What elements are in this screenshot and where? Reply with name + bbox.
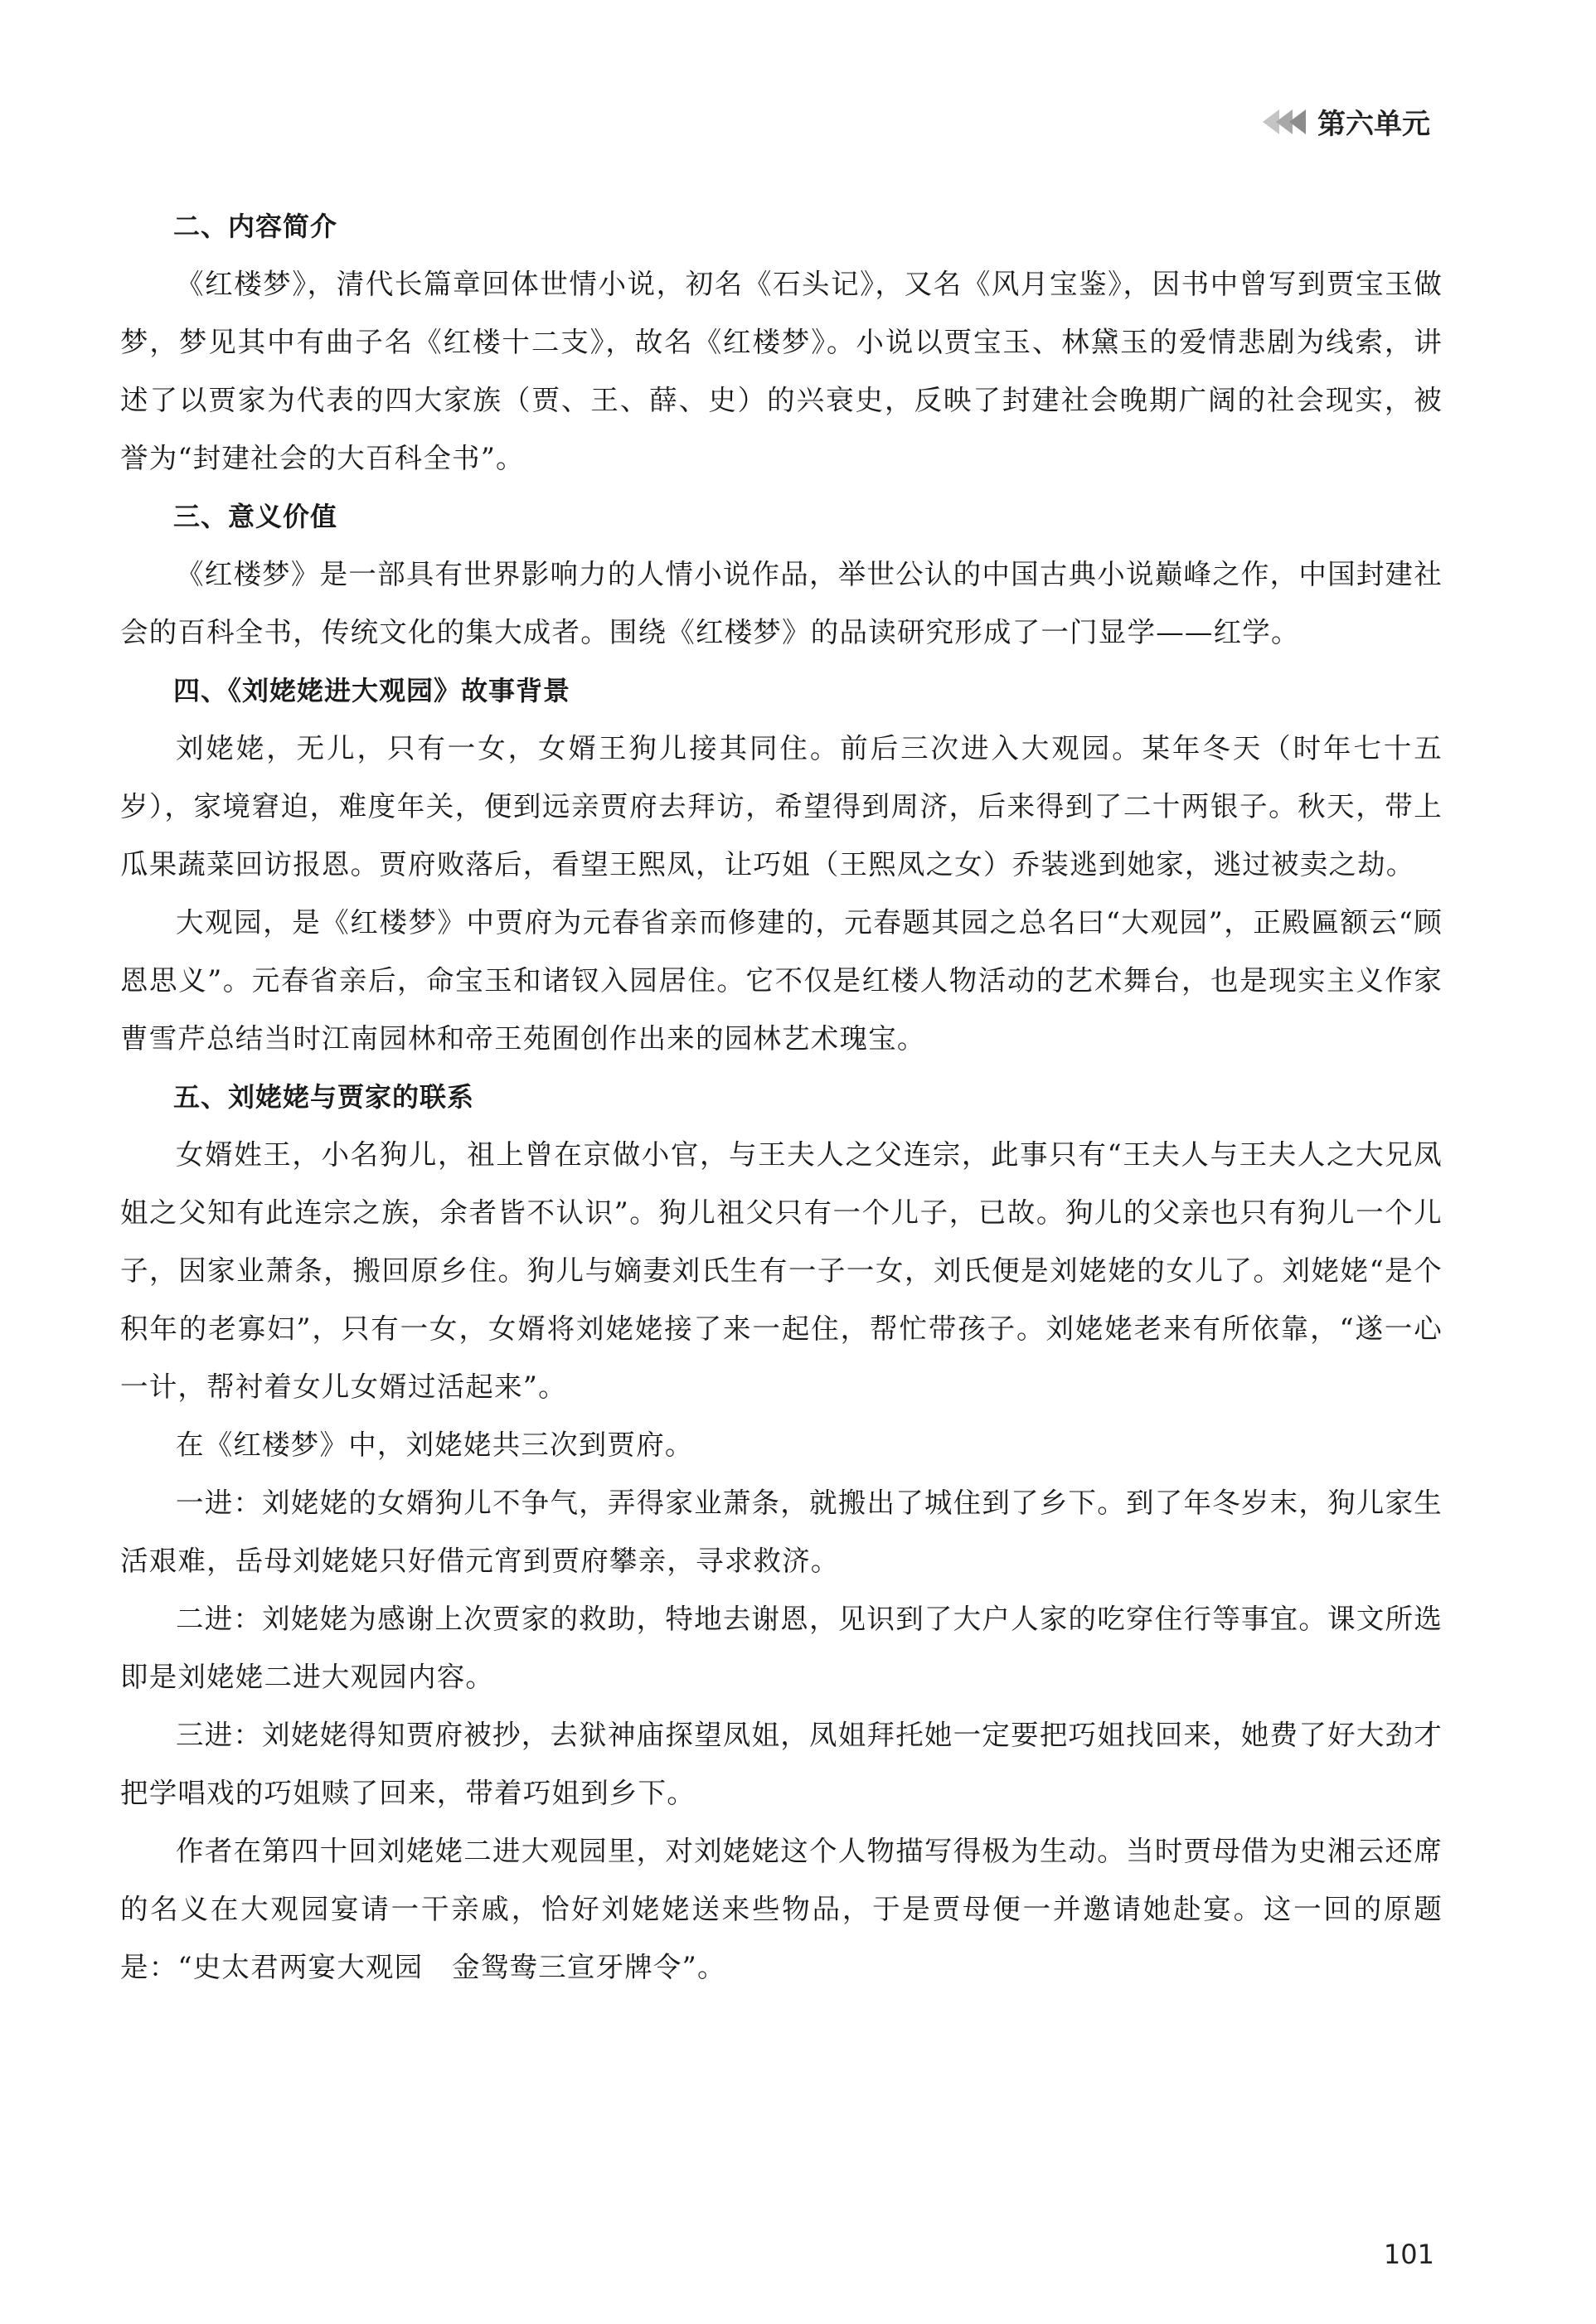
paragraph: 一进：刘姥姥的女婿狗儿不争气，弄得家业萧条，就搬出了城住到了乡下。到了年冬岁末，狗儿家生活艰难，岳母刘姥姥只好借元宵到贾府攀亲，寻求救济。 (120, 1487, 1443, 1577)
page-number: 101 (1383, 2239, 1434, 2270)
unit-title: 第六单元 (1317, 108, 1430, 141)
paragraph: 作者在第四十回刘姥姥二进大观园里，对刘姥姥这个人物描写得极为生动。当时贾母借为史湘云还席的名义在大观园宴请一干亲戚，恰好刘姥姥送来些物品，于是贾母便一并邀请她赴宴。这一回的原题是：“史太君两宴大观园 金鸳鸯三宣牙牌令”。 (120, 1835, 1443, 1983)
paragraph: 二进：刘姥姥为感谢上次贾家的救助，特地去谢恩，见识到了大户人家的吃穿住行等事宜。课文所选即是刘姥姥二进大观园内容。 (120, 1603, 1443, 1693)
unit-header (1263, 101, 1430, 142)
chevron-left-icon (1263, 109, 1303, 134)
paragraph: 刘姥姥，无儿，只有一女，女婿王狗儿接其同住。前后三次进入大观园。某年冬天（时年七十五岁），家境窘迫，难度年关，便到远亲贾府去拜访，希望得到周济，后来得到了二十两银子。秋天，带上瓜果蔬菜回访报恩。贾府败落后，看望王熙凤，让巧姐（王熙凤之女）乔装逃到她家，逃过被卖之劫。 (120, 732, 1443, 881)
page-body (120, 197, 1443, 1997)
paragraph: 大观园，是《红楼梦》中贾府为元春省亲而修建的，元春题其园之总名曰“大观园”，正殿匾额云“顾恩思义”。元春省亲后，命宝玉和诸钗入园居住。它不仅是红楼人物活动的艺术舞台，也是现实主义作家曹雪芹总结当时江南园林和帝王苑囿创作出来的园林艺术瑰宝。 (120, 906, 1443, 1055)
paragraph: 《红楼梦》，清代长篇章回体世情小说，初名《石头记》，又名《风月宝鉴》，因书中曾写到贾宝玉做梦，梦见其中有曲子名《红楼十二支》，故名《红楼梦》。小说以贾宝玉、林黛玉的爱情悲剧为线索，讲述了以贾家为代表的四大家族（贾、王、薛、史）的兴衰史，反映了封建社会晚期广阔的社会现实，被誉为“封建社会的大百科全书”。 (120, 268, 1443, 474)
paragraph: 三进：刘姥姥得知贾府被抄，去狱神庙探望凤姐，凤姐拜托她一定要把巧姐找回来，她费了好大劲才把学唱戏的巧姐赎了回来，带着巧姐到乡下。 (120, 1719, 1443, 1809)
paragraph: 女婿姓王，小名狗儿，祖上曾在京做小官，与王夫人之父连宗，此事只有“王夫人与王夫人之大兄凤姐之父知有此连宗之族，余者皆不认识”。狗儿祖父只有一个儿子，已故。狗儿的父亲也只有狗儿一个儿子，因家业萧条，搬回原乡住。狗儿与嫡妻刘氏生有一子一女，刘氏便是刘姥姥的女儿了。刘姥姥“是个积年的老寡妇”，只有一女，女婿将刘姥姥接了来一起住，帮忙带孩子。刘姥姥老来有所依靠，“遂一心一计，帮衬着女儿女婿过活起来”。 (120, 1138, 1443, 1403)
section-heading: 四、《刘姥姥进大观园》故事背景 (173, 675, 571, 706)
section-heading: 五、刘姥姥与贾家的联系 (173, 1081, 475, 1113)
section-heading: 二、内容简介 (173, 211, 338, 242)
paragraph: 在《红楼梦》中，刘姥姥共三次到贾府。 (176, 1429, 694, 1461)
section-heading: 三、意义价值 (173, 501, 338, 532)
paragraph: 《红楼梦》是一部具有世界影响力的人情小说作品，举世公认的中国古典小说巅峰之作，中国封建社会的百科全书，传统文化的集大成者。围绕《红楼梦》的品读研究形成了一门显学——红学。 (120, 558, 1443, 648)
